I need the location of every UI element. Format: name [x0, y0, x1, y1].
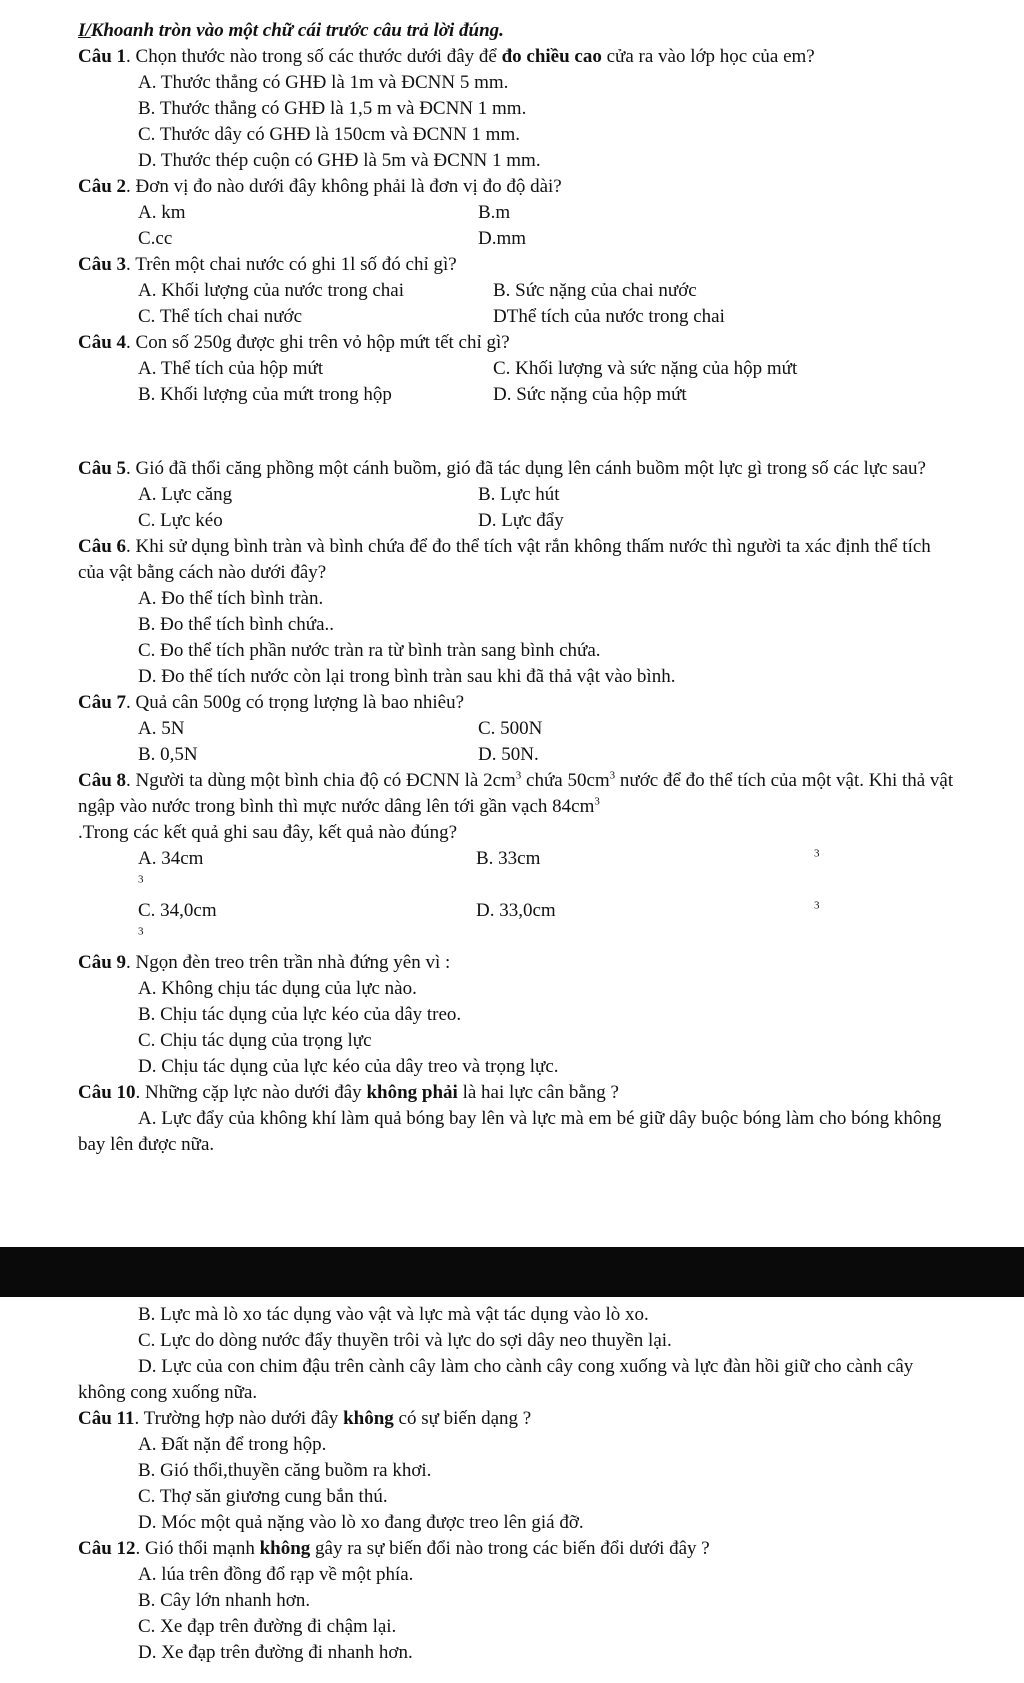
q7-option-a: A. 5N	[138, 718, 185, 739]
q2-options-row-1	[138, 200, 958, 226]
worksheet-part-1	[78, 18, 958, 1158]
q2-options-row-2	[138, 226, 958, 252]
q3-option-d: DThể tích của nước trong chai	[493, 306, 725, 327]
question-11: Câu 11. Trường hợp nào dưới đây không có sự biến dạng ?	[78, 1408, 532, 1429]
q10-option-d: D. Lực của con chim đậu trên cành cây làm cho cành cây cong xuống và lực đàn hồi giữ cho cành cây không cong xuống nữa.	[78, 1356, 914, 1403]
q5-options-row-1	[138, 482, 958, 508]
question-9: Câu 9. Ngọn đèn treo trên trần nhà đứng yên vì :	[78, 952, 451, 973]
q4-option-c: C. Khối lượng và sức nặng của hộp mứt	[493, 358, 798, 379]
question-12: Câu 12. Gió thổi mạnh không gây ra sự biến đổi nào trong các biến đổi dưới đây ?	[78, 1538, 710, 1559]
q7-options-row-1	[138, 716, 958, 742]
q4-options-row-1	[138, 356, 958, 382]
q3-option-b: B. Sức nặng của chai nước	[493, 280, 697, 301]
q8-options-row-1	[138, 846, 958, 898]
q7-option-c: C. 500N	[478, 718, 543, 739]
q1-option-b: B. Thước thẳng có GHĐ là 1,5 m và ĐCNN 1 mm.	[138, 98, 527, 119]
question-1: Câu 1. Chọn thước nào trong số các thước dưới đây để đo chiều cao cửa ra vào lớp học của em?	[78, 46, 815, 67]
q4-option-d: D. Sức nặng của hộp mứt	[493, 384, 687, 405]
q5-option-c: C. Lực kéo	[138, 510, 223, 531]
q11-option-a: A. Đất nặn để trong hộp.	[138, 1434, 327, 1455]
q9-option-a: A. Không chịu tác dụng của lực nào.	[138, 978, 417, 999]
q10-option-b: B. Lực mà lò xo tác dụng vào vật và lực mà vật tác dụng vào lò xo.	[138, 1304, 649, 1325]
q2-option-b: B.m	[478, 202, 511, 223]
q5-options-row-2	[138, 508, 958, 534]
q5-option-b: B. Lực hút	[478, 484, 560, 505]
q6-option-c: C. Đo thể tích phần nước tràn ra từ bình tràn sang bình chứa.	[138, 640, 601, 661]
q4-option-b: B. Khối lượng của mứt trong hộp	[138, 384, 392, 405]
q6-option-a: A. Đo thể tích bình tràn.	[138, 588, 324, 609]
q7-option-d: D. 50N.	[478, 744, 539, 765]
q8-option-b: B. 33cm $^3$	[476, 847, 820, 869]
q1-option-c: C. Thước dây có GHĐ là 150cm và ĐCNN 1 mm.	[138, 124, 520, 145]
worksheet-part-2	[78, 1302, 958, 1666]
question-3: Câu 3. Trên một chai nước có ghi 1l số đó chỉ gì?	[78, 254, 457, 275]
q3-option-a: A. Khối lượng của nước trong chai	[138, 280, 404, 301]
q12-option-d: D. Xe đạp trên đường đi nhanh hơn.	[138, 1642, 413, 1663]
question-7: Câu 7. Quả cân 500g có trọng lượng là bao nhiêu?	[78, 692, 465, 713]
question-4: Câu 4. Con số 250g được ghi trên vỏ hộp mứt tết chỉ gì?	[78, 332, 510, 353]
q11-option-c: C. Thợ săn giương cung bắn thú.	[138, 1486, 388, 1507]
question-8: Câu 8. Người ta dùng một bình chia độ có ĐCNN là $2cm^3$ chứa $50cm^3$ nước để đo thể tích của một vật. Khi thả vật ngập vào nước trong bình thì mực nước dâng lên tới gần vạch $84cm^3$ .Trong các kết quả ghi sau đây, kết quả nào đúng?	[78, 769, 954, 843]
q6-option-d: D. Đo thể tích nước còn lại trong bình tràn sau khi đã thả vật vào bình.	[138, 666, 676, 687]
q10-option-a: A. Lực đẩy của không khí làm quả bóng bay lên và lực mà em bé giữ dây buộc bóng làm cho bóng không bay lên được nữa.	[78, 1108, 942, 1155]
q2-option-a: A. km	[138, 202, 186, 223]
q8-option-a: A. $34cm^3$	[138, 848, 204, 886]
q4-options-row-2	[138, 382, 958, 408]
q8-option-c: C. $34,0cm^3$	[138, 900, 217, 938]
q1-option-d: D. Thước thép cuộn có GHĐ là 5m và ĐCNN 1 mm.	[138, 150, 541, 171]
q2-option-c: C.cc	[138, 228, 173, 249]
q11-option-b: B. Gió thổi,thuyền căng buồm ra khơi.	[138, 1460, 432, 1481]
q3-options-row-1	[138, 278, 958, 304]
q7-options-row-2	[138, 742, 958, 768]
q12-option-a: A. lúa trên đồng đổ rạp về một phía.	[138, 1564, 414, 1585]
q12-option-c: C. Xe đạp trên đường đi chậm lại.	[138, 1616, 397, 1637]
q4-option-a: A. Thể tích của hộp mứt	[138, 358, 324, 379]
q9-option-c: C. Chịu tác dụng của trọng lực	[138, 1030, 372, 1051]
section-heading: I/Khoanh tròn vào một chữ cái trước câu trả lời đúng.	[78, 20, 504, 41]
q1-option-a: A. Thước thẳng có GHĐ là 1m và ĐCNN 5 mm.	[138, 72, 509, 93]
question-2: Câu 2. Đơn vị đo nào dưới đây không phải là đơn vị đo độ dài?	[78, 176, 562, 197]
q7-option-b: B. 0,5N	[138, 744, 198, 765]
q5-option-a: A. Lực căng	[138, 484, 233, 505]
q9-option-b: B. Chịu tác dụng của lực kéo của dây treo.	[138, 1004, 462, 1025]
question-6: Câu 6. Khi sử dụng bình tràn và bình chứa để đo thể tích vật rắn không thấm nước thì người ta xác định thể tích của vật bằng cách nào dưới đây?	[78, 536, 931, 583]
page-break-band	[0, 1247, 1024, 1297]
q12-option-b: B. Cây lớn nhanh hơn.	[138, 1590, 311, 1611]
q3-option-c: C. Thể tích chai nước	[138, 306, 303, 327]
q2-option-d: D.mm	[478, 228, 527, 249]
q11-option-d: D. Móc một quả nặng vào lò xo đang được treo lên giá đỡ.	[138, 1512, 584, 1533]
q9-option-d: D. Chịu tác dụng của lực kéo của dây treo và trọng lực.	[138, 1056, 559, 1077]
question-5: Câu 5. Gió đã thổi căng phồng một cánh buồm, gió đã tác dụng lên cánh buồm một lực gì trong số các lực sau?	[78, 458, 926, 479]
q3-options-row-2	[138, 304, 958, 330]
q6-option-b: B. Đo thể tích bình chứa..	[138, 614, 335, 635]
q5-option-d: D. Lực đẩy	[478, 510, 564, 531]
q8-option-d: D. 33,0cm $^3$	[476, 899, 820, 921]
q10-option-c: C. Lực do dòng nước đẩy thuyền trôi và lực do sợi dây neo thuyền lại.	[138, 1330, 672, 1351]
question-10: Câu 10. Những cặp lực nào dưới đây không phải là hai lực cân bằng ?	[78, 1082, 619, 1103]
q8-options-row-2	[138, 898, 958, 950]
